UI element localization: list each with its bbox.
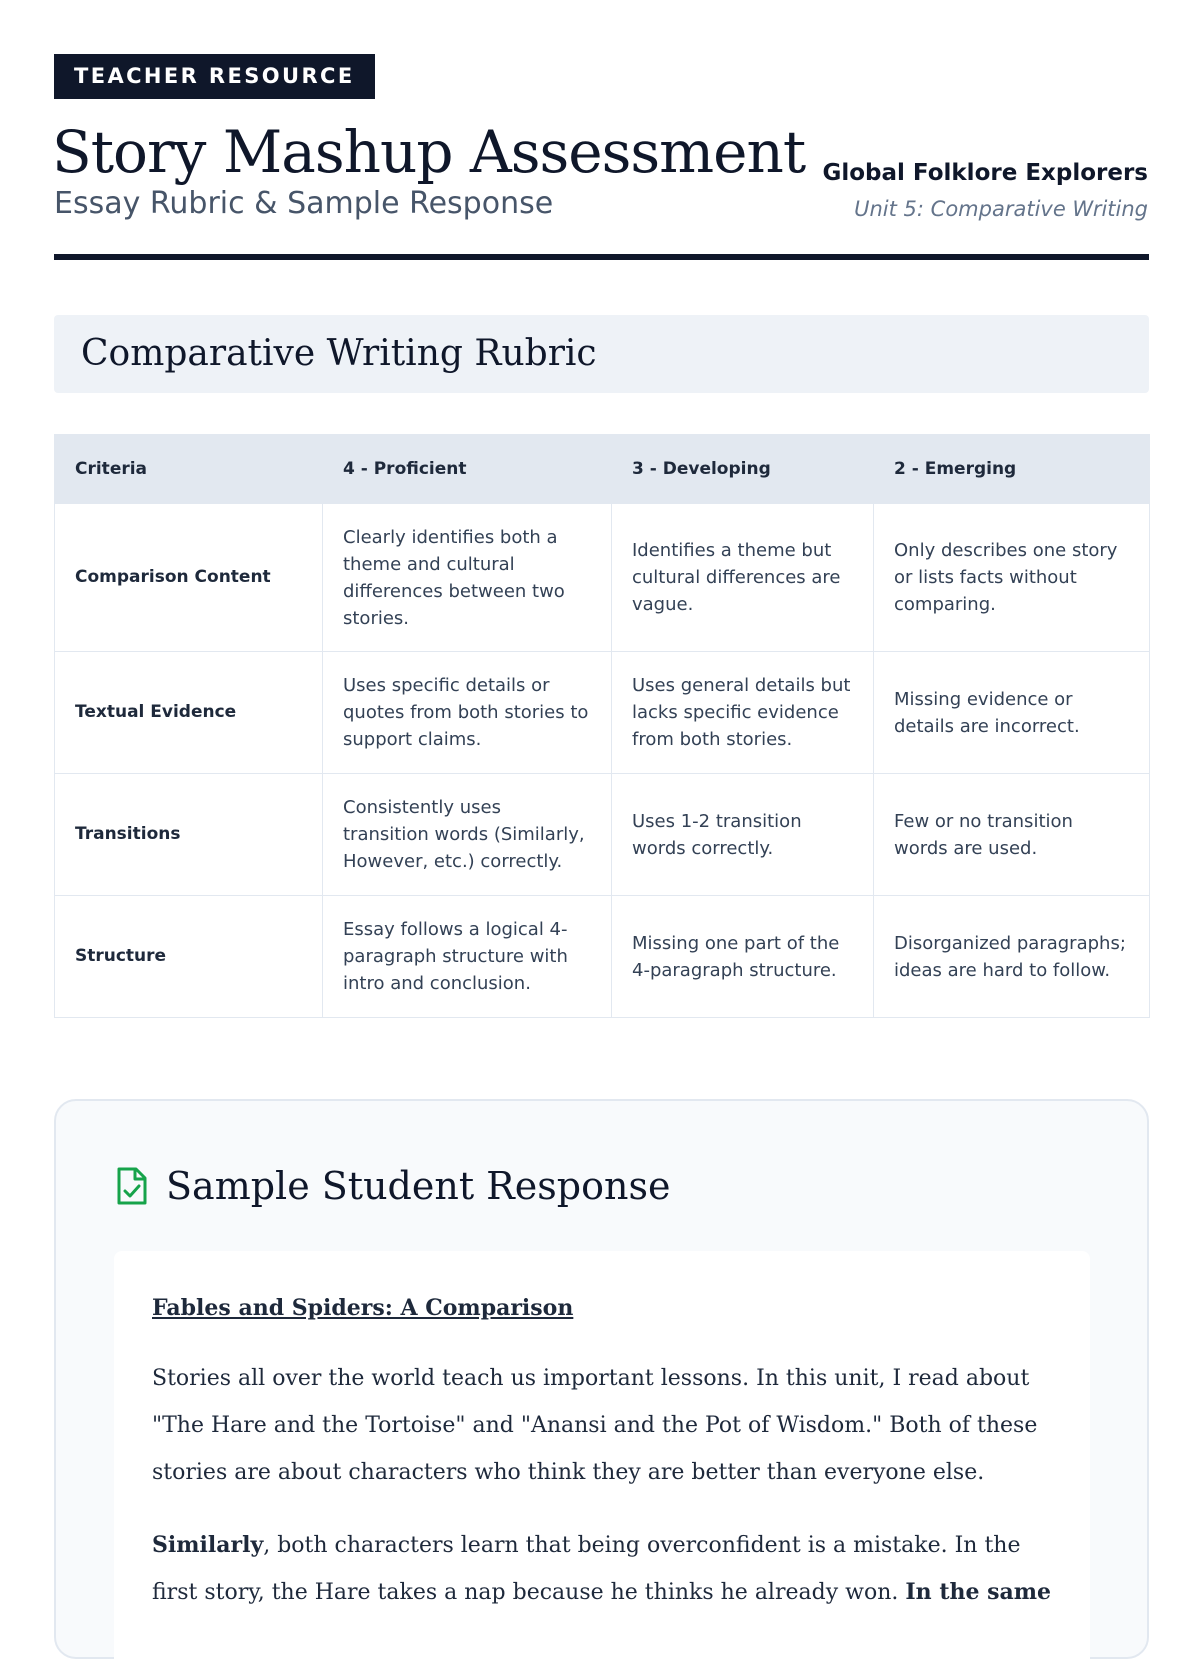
page-title: Story Mashup Assessment: [52, 118, 806, 186]
developing-cell: Uses general details but lacks specific evidence from both stories.: [612, 652, 874, 774]
column-header-emerging: 2 - Emerging: [874, 435, 1150, 504]
criteria-cell: Structure: [55, 896, 323, 1018]
table-row: [55, 896, 1150, 1018]
developing-cell: Uses 1-2 transition words correctly.: [612, 774, 874, 896]
essay-title: Fables and Spiders: A Comparison: [152, 1295, 574, 1321]
proficient-cell: Essay follows a logical 4-paragraph structure with intro and conclusion.: [323, 896, 612, 1018]
criteria-cell: Textual Evidence: [55, 652, 323, 774]
developing-cell: Missing one part of the 4-paragraph structure.: [612, 896, 874, 1018]
essay-paragraph: [152, 1522, 1052, 1616]
emerging-cell: Disorganized paragraphs; ideas are hard to follow.: [874, 896, 1150, 1018]
column-header-proficient: 4 - Proficient: [323, 435, 612, 504]
header-divider: [54, 254, 1149, 260]
table-row: [55, 504, 1150, 652]
page-subtitle: Essay Rubric & Sample Response: [54, 186, 554, 221]
sample-response-heading: Sample Student Response: [166, 1164, 671, 1208]
rubric-table: [54, 434, 1150, 1018]
emerging-cell: Missing evidence or details are incorrect.: [874, 652, 1150, 774]
resource-badge: TEACHER RESOURCE: [54, 54, 375, 99]
rubric-section-header: [54, 315, 1149, 393]
proficient-cell: Consistently uses transition words (Similarly, However, etc.) correctly.: [323, 774, 612, 896]
table-row: [55, 774, 1150, 896]
table-header-row: [55, 435, 1150, 504]
sample-response-card: [54, 1099, 1149, 1659]
proficient-cell: Uses specific details or quotes from both stories to support claims.: [323, 652, 612, 774]
column-header-criteria: Criteria: [55, 435, 323, 504]
transition-phrase: In the same: [905, 1579, 1052, 1605]
criteria-cell: Transitions: [55, 774, 323, 896]
essay-body: [114, 1251, 1090, 1671]
unit-label: Unit 5: Comparative Writing: [854, 197, 1148, 221]
developing-cell: Identifies a theme but cultural differences are vague.: [612, 504, 874, 652]
criteria-cell: Comparison Content: [55, 504, 323, 652]
essay-paragraph: Stories all over the world teach us important lessons. In this unit, I read about "The Hare and the Tortoise" and "Anansi and the Pot of Wisdom." Both of these stories are about characters who think they are better than everyone else.: [152, 1366, 1038, 1485]
emerging-cell: Only describes one story or lists facts without comparing.: [874, 504, 1150, 652]
rubric-heading: Comparative Writing Rubric: [81, 333, 597, 374]
table-row: [55, 652, 1150, 774]
paragraph-text: , both characters learn that being overconfident is a mistake. In the first story, the Hare takes a nap because he thinks he already won.: [152, 1533, 1021, 1605]
emerging-cell: Few or no transition words are used.: [874, 774, 1150, 896]
file-check-icon: [116, 1167, 148, 1205]
column-header-developing: 3 - Developing: [612, 435, 874, 504]
proficient-cell: Clearly identifies both a theme and cultural differences between two stories.: [323, 504, 612, 652]
transition-word: Similarly: [152, 1532, 264, 1558]
course-name: Global Folklore Explorers: [822, 160, 1148, 186]
